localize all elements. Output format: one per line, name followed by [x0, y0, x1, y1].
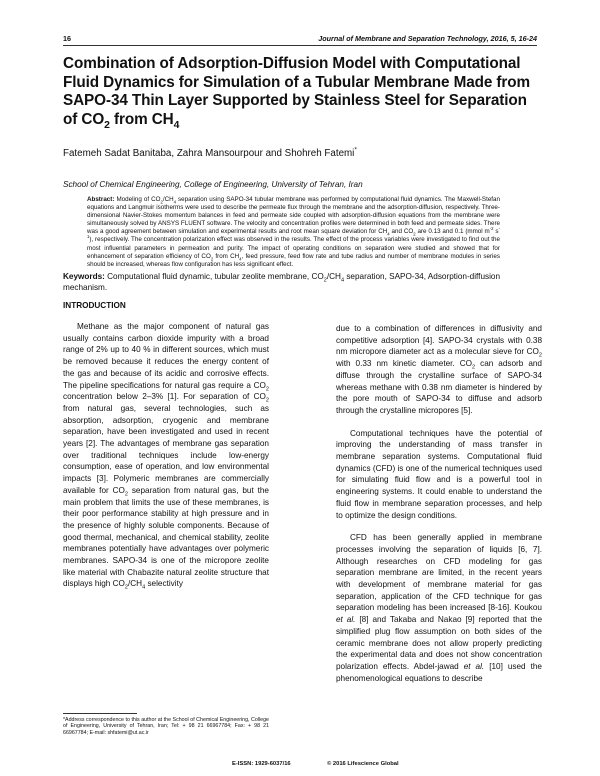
keywords-label: Keywords:	[63, 272, 105, 281]
intro-paragraph-2: Computational techniques have the potential of improving the understanding of mass transfer in membrane separation systems. Computational fluid dynamics (CFD) is one of the numerical techniques used for simulating fluid flow and is a powerful tool in engineering systems. It could enable to understand the fluid flow in membrane separation processes, and help to optimize the design conditions.	[336, 428, 542, 520]
header-rule	[63, 45, 537, 46]
left-column	[63, 321, 269, 590]
paper-title: Combination of Adsorption-Diffusion Model with Computational Fluid Dynamics for Simulation of a Tubular Membrane Made from SAPO-34 Thin Layer Supported by Stainless Steel for Separation of $CO_2$ from $CH_4$	[63, 55, 531, 131]
publisher-copyright: © 2016 Lifescience Global	[327, 761, 399, 767]
intro-paragraph-3: CFD has been generally applied in membrane processes involving the separation of liquids [6, 7]. Although researches on CFD modeling for gas separation membrane are limited, in the recent years with development of membrane material for gas separation, application of the CFD technique for gas separation modeling has been increased [8-16]. Koukou et al. [8] and Takaba and Nakao [9] reported that the simplified plug flow assumption on both sides of the ceramic membrane does not allow properly predicting the experimental data and does not show concentration polarization effects. Abdel-jawad et al. [10] used the phenomenological equations to describe	[336, 533, 542, 683]
intro-paragraph-1: Methane as the major component of natural gas usually contains carbon dioxide impurity with a broad range of 2% up to 40 % in different sources, which must be removed because it reduces the energy content of the gas and because of its acidic and corrosive effects. The pipeline specifications for natural gas require a $CO_2$ concentration below 2–3% [1]. For separation of $CO_2$ from natural gas, several technologies, such as absorption, adsorption, cryogenic and membrane separation, have been investigated and used in recent years [2]. The advantages of membrane gas separation over traditional techniques include low-energy consumption, ease of operation, and low environmental impacts [3]. Polymeric membranes are commercially available for $CO_2$ separation from natural gas, but the main problem that limits the use of these membranes, is their poor performance stability at high pressure and in the presence of highly soluble components. Because of good thermal, mechanical, and chemical stability, zeolite membranes potentially have advantages over polymeric membranes. SAPO-34 is one of the micropore zeolite like material with Chabazite natural zeolite structure that displays high $CO_2/CH_4$ selectivity	[63, 322, 269, 592]
intro-paragraph-1-continued: due to a combination of differences in diffusivity and competitive adsorption [4]. SAPO-34 crystals with 0.38 nm micropore diameter act as a molecular sieve for $CO_2$ with 0.33 nm kinetic diameter. $CO_2$ can adsorb and diffuse through the crystalline surface of SAPO-34 whereas methane with 0.38 nm diameter is hindered by the pore mouth of SAPO-34 to diffuse and adsorb through the crystalline micropores [5].	[336, 324, 542, 415]
abstract: Abstract: Modeling of $CO_2/CH_4$ separation using SAPO-34 tubular membrane was performed by computational fluid dynamics. The Maxwell-Stefan equations and Langmuir isotherms were used to describe the permeate flux through the membrane and the adsorption-diffusion, respectively. Three-dimensional Navier-Stokes momentum balances in feed and permeate side coupled with adsorption-diffusion equations from the membrane were simultaneously solved by ANSYS FLUENT software. The velocity and concentration profiles were determined in both feed and permeate sides. There was a good agreement between simulation and experimental results and root mean square deviation for $CH_4$ and $CO_2$ are 0.13 and 0.1 (mmol $m^{-2}$ $s^{-1}$), respectively. The concentration polarization effect was observed in the results. The effect of the process variables were investigated to find out the most influential parameters in permeation and purity. The impact of operating conditions on separation were studied and showed that for enhancement of separation efficiency of $CO_2$ from $CH_4$, feed pressure, feed flow rate and tube radius and number of membrane modules in series should be increased, whereas flow configuration has less significant effect.	[87, 196, 501, 268]
issn: E-ISSN: 1929-6037/16	[232, 761, 291, 767]
page-number: 16	[63, 34, 71, 43]
keywords: Keywords: Computational fluid dynamic, tubular zeolite membrane, $CO_2/CH_4$ separation, SAPO-34, Adsorption-diffusion mechanism.	[63, 272, 501, 293]
journal-citation: Journal of Membrane and Separation Technology, 2016, 5, 16-24	[318, 34, 537, 43]
section-heading-introduction: INTRODUCTION	[63, 301, 126, 310]
abstract-label: Abstract:	[87, 196, 115, 203]
right-column	[336, 323, 542, 684]
page-footer	[0, 761, 600, 771]
author-list: Fatemeh Sadat Banitaba, Zahra Mansourpour and Shohreh Fatemi*	[63, 146, 357, 159]
affiliation: School of Chemical Engineering, College of Engineering, University of Tehran, Iran	[63, 180, 363, 189]
footnote-rule	[63, 713, 137, 714]
correspondence-footnote: *Address correspondence to this author at the School of Chemical Engineering, College of Engineering, University of Tehran, Iran; Tel: + 98 21 66967784; Fax: + 98 21 66967784; E-mail: shfatemi@ut.ac.ir	[63, 717, 269, 736]
corresponding-author-mark: *	[354, 146, 357, 154]
